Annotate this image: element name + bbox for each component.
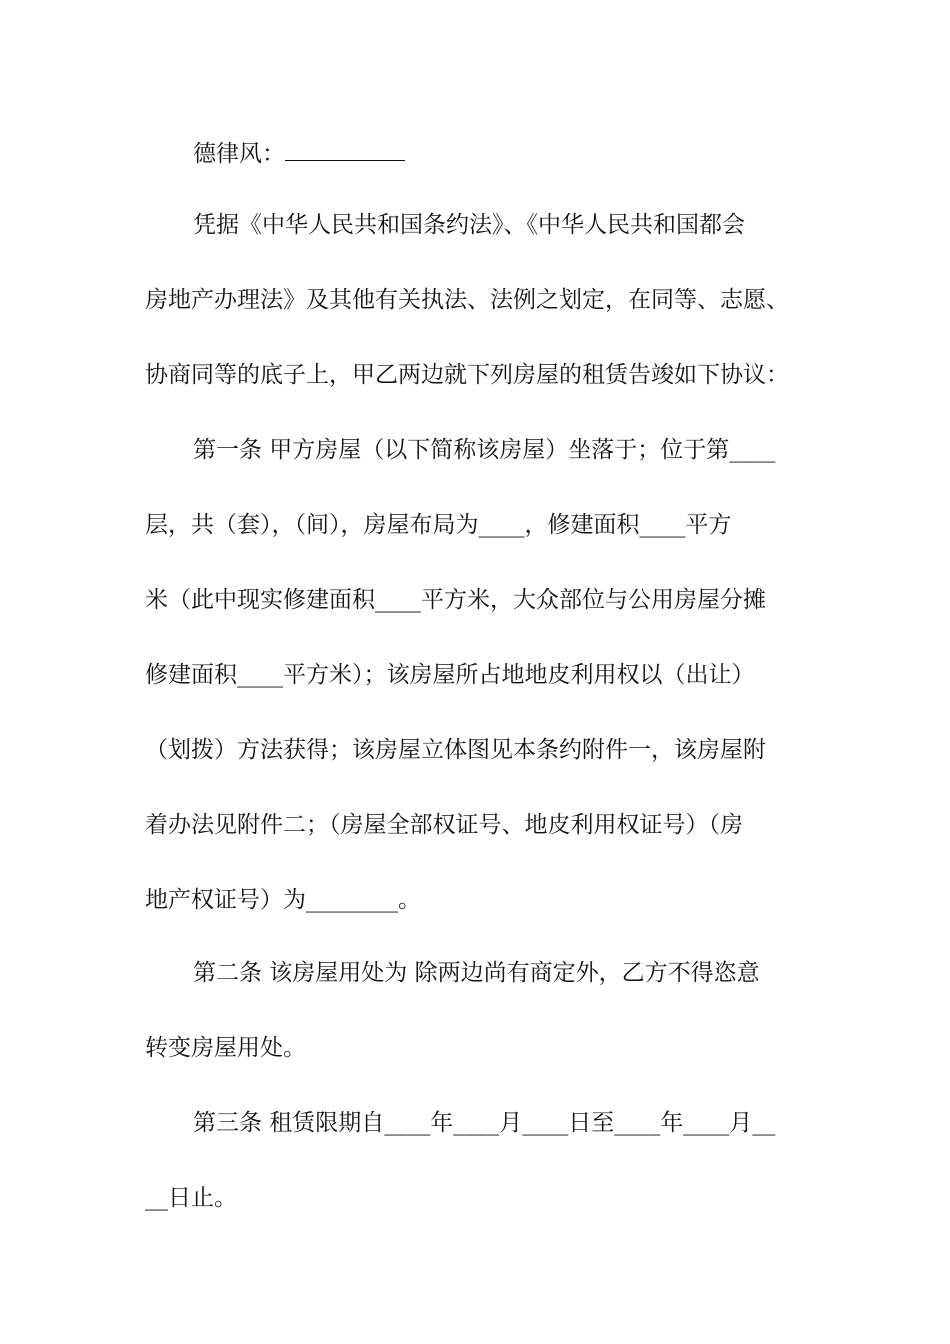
paragraph-line: 转变房屋用处。 [145, 1035, 306, 1061]
paragraph-line: 地产权证号）为________。 [145, 887, 421, 913]
paragraph-line: 修建面积____平方米）；该房屋所占地地皮利用权以（出让） [145, 662, 755, 688]
paragraph-line: 米（此中现实修建面积____平方米，大众部位与公用房屋分摊 [145, 587, 766, 613]
paragraph-line: 层，共（套），（间），房屋布局为____，修建面积____平方 [145, 512, 732, 538]
paragraph-line: 协商同等的底子上，甲乙两边就下列房屋的租赁告竣如下协议： [145, 362, 789, 388]
article-1-line: 第一条 甲方房屋（以下简称该房屋）坐落于；位于第____ [193, 437, 776, 463]
paragraph-line: 房地产办理法》及其他有关执法、法例之划定，在同等、志愿、 [145, 287, 789, 313]
phone-line [193, 138, 815, 169]
paragraph-line: （划拨）方法获得；该房屋立体图见本条约附件一，该房屋附 [145, 737, 766, 763]
article-3-line: 第三条 租赁限期自____年____月____日至____年____月__ [193, 1110, 776, 1136]
article-2-line: 第二条 该房屋用处为 除两边尚有商定外，乙方不得恣意 [193, 960, 760, 986]
paragraph-line: 凭据《中华人民共和国条约法》、《中华人民共和国都会 [193, 212, 745, 238]
paragraph-line: 着办法见附件二；（房屋全部权证号、地皮利用权证号）（房 [145, 812, 743, 838]
phone-blank [285, 138, 405, 161]
phone-label: 德律风： [193, 141, 285, 167]
paragraph-line: __日止。 [145, 1185, 237, 1211]
